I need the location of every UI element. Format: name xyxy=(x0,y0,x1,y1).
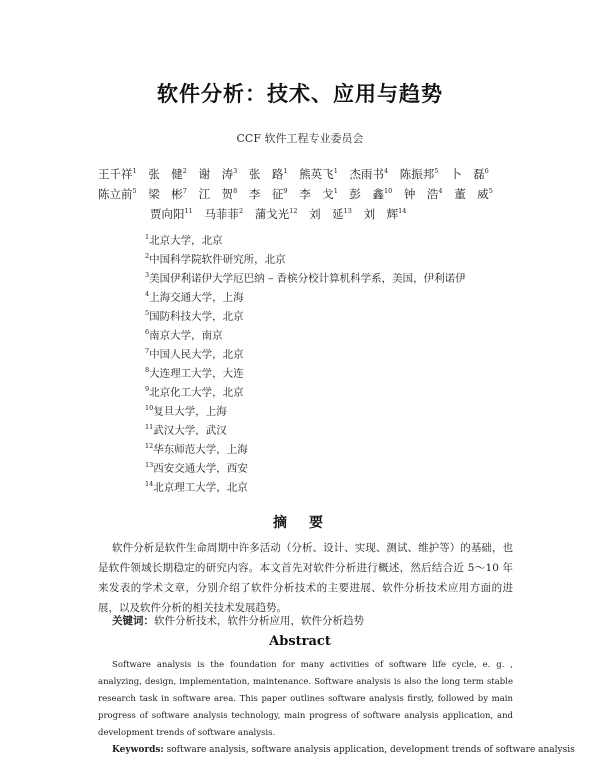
affiliation: $^4$上海交通大学，上海 xyxy=(145,290,244,304)
author: 梁 彬$^7$ xyxy=(148,187,187,201)
author-row-1 xyxy=(98,166,497,182)
author: 马菲菲$^2$ xyxy=(204,207,244,221)
abstract-en-body: Software analysis is the foundation for many activities of software life cycle, e. g. , analyzing, design, implementation, maintenance. Software analysis is also the long term stable research task in software area. This paper outlines software analysis firstly, followed by main progress of software analysis technology, main progress of software analysis application, and development trends of software analysis. xyxy=(98,660,513,738)
abstract-cn-heading: 摘 要 xyxy=(273,515,327,531)
author: 张 路$^1$ xyxy=(248,167,288,181)
affiliation: $^{13}$西安交通大学，西安 xyxy=(145,461,248,475)
author: 李 戈$^1$ xyxy=(299,187,338,201)
author: 蒲戈光$^{12}$ xyxy=(254,207,298,221)
keywords-en-label: Keywords: xyxy=(112,745,164,755)
committee-line: CCF 软件工程专业委员会 xyxy=(236,132,364,145)
author-row-2 xyxy=(98,186,501,202)
keywords-cn-label: 关键词： xyxy=(112,615,154,627)
author: 刘 延$^{13}$ xyxy=(309,207,352,221)
author: 江 贺$^8$ xyxy=(198,187,238,201)
author: 卜 磊$^6$ xyxy=(450,167,489,181)
author: 陈立前$^5$ xyxy=(98,187,137,201)
author-row-3 xyxy=(150,206,414,222)
affiliation: $^1$北京大学，北京 xyxy=(145,233,223,247)
keywords-cn xyxy=(112,613,364,628)
paper-title: 软件分析：技术、应用与趋势 xyxy=(157,82,443,106)
abstract-cn-body: 软件分析是软件生命周期中许多活动（分析、设计、实现、测试、维护等）的基础，也是软件领域长期稳定的研究内容。本文首先对软件分析进行概述，然后结合近 5～10 年来发表的学术文章，分别介绍了软件分析技术的主要进展、软件分析技术应用方面的进展，以及软件分析的相关技术发展趋势。 xyxy=(98,542,513,614)
author: 熊英飞$^1$ xyxy=(299,167,338,181)
author: 董 威$^5$ xyxy=(454,187,493,201)
author: 王千祥$^1$ xyxy=(98,167,137,181)
author: 贾向阳$^{11}$ xyxy=(150,207,193,221)
affiliation: $^2$中国科学院软件研究所，北京 xyxy=(145,252,286,266)
author: 陈振邦$^5$ xyxy=(399,167,439,181)
affiliation: $^7$中国人民大学，北京 xyxy=(145,347,244,361)
author: 谢 涛$^3$ xyxy=(198,167,238,181)
abstract-en-heading: Abstract xyxy=(269,634,331,649)
affiliation: $^5$国防科技大学，北京 xyxy=(145,309,244,323)
affiliation: $^{11}$武汉大学，武汉 xyxy=(145,423,227,437)
keywords-en xyxy=(112,745,575,755)
author: 钟 浩$^4$ xyxy=(403,187,443,201)
author: 张 健$^2$ xyxy=(148,167,187,181)
affiliation-list xyxy=(145,228,466,494)
keywords-cn-text: 软件分析技术，软件分析应用，软件分析趋势 xyxy=(154,615,364,627)
author: 李 征$^9$ xyxy=(248,187,288,201)
affiliation: $^8$大连理工大学，大连 xyxy=(145,366,244,380)
affiliation: $^{10}$复旦大学，上海 xyxy=(145,404,227,418)
affiliation: $^3$美国伊利诺伊大学厄巴纳 – 香槟分校计算机科学系，美国，伊利诺伊 xyxy=(145,271,466,285)
author: 彭 鑫$^{10}$ xyxy=(349,187,393,201)
affiliation: $^6$南京大学，南京 xyxy=(145,328,223,342)
author: 刘 辉$^{14}$ xyxy=(363,207,407,221)
affiliation: $^{14}$北京理工大学，北京 xyxy=(145,480,248,494)
affiliation: $^{12}$华东师范大学，上海 xyxy=(145,442,248,456)
author: 杰雨书$^4$ xyxy=(349,167,389,181)
affiliation: $^9$北京化工大学，北京 xyxy=(145,385,244,399)
keywords-en-text: software analysis, software analysis application, development trends of software analysis xyxy=(166,745,575,755)
